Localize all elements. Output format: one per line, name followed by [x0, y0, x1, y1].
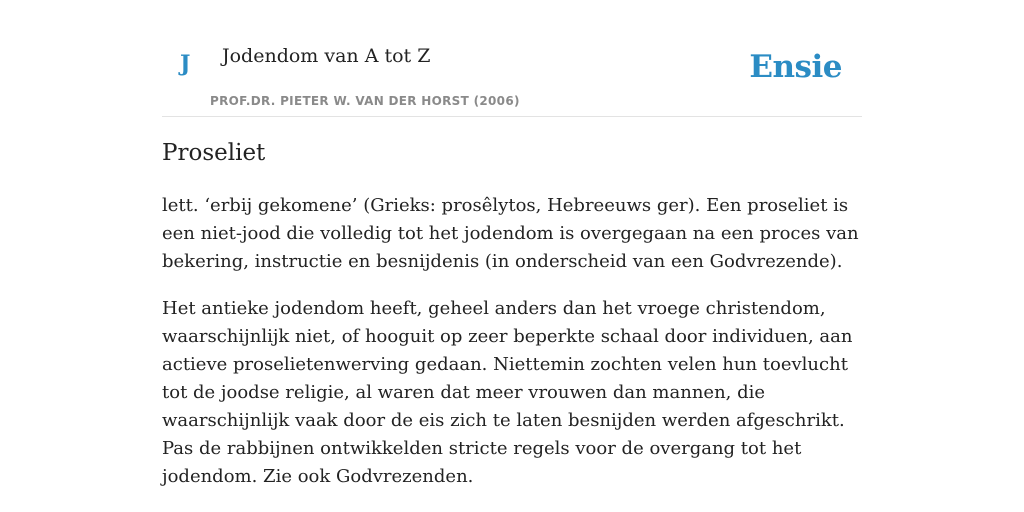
- book-header: [162, 0, 862, 117]
- entry-paragraph: lett. ‘erbij gekomene’ (Grieks: prosêlytos, Hebreeuws ger). Een proseliet is een niet-jood die volledig tot het jodendom is overgegaan na een proces van bekering, instructie en besnijdenis (in onderscheid van een Godvrezende).: [162, 195, 859, 272]
- ensie-logo-link[interactable]: Ensie: [749, 49, 842, 85]
- book-logo-icon[interactable]: J: [180, 51, 191, 77]
- entry-title: Proseliet: [162, 140, 266, 166]
- book-title-link[interactable]: Jodendom van A tot Z: [222, 45, 431, 67]
- book-author: PROF.DR. PIETER W. VAN DER HORST (2006): [210, 94, 520, 108]
- entry-paragraph: Het antieke jodendom heeft, geheel anders dan het vroege christendom, waarschijnlijk niet, of hooguit op zeer beperkte schaal door individuen, aan actieve proselietenwerving gedaan. Niettemin zochten velen hun toevlucht tot de joodse religie, al waren dat meer vrouwen dan mannen, die waarschijnlijk vaak door de eis zich te laten besnijden werden afgeschrikt. Pas de rabbijnen ontwikkelden stricte regels voor de overgang tot het jodendom. Zie ook Godvrezenden.: [162, 298, 853, 487]
- entry-body: [162, 192, 864, 510]
